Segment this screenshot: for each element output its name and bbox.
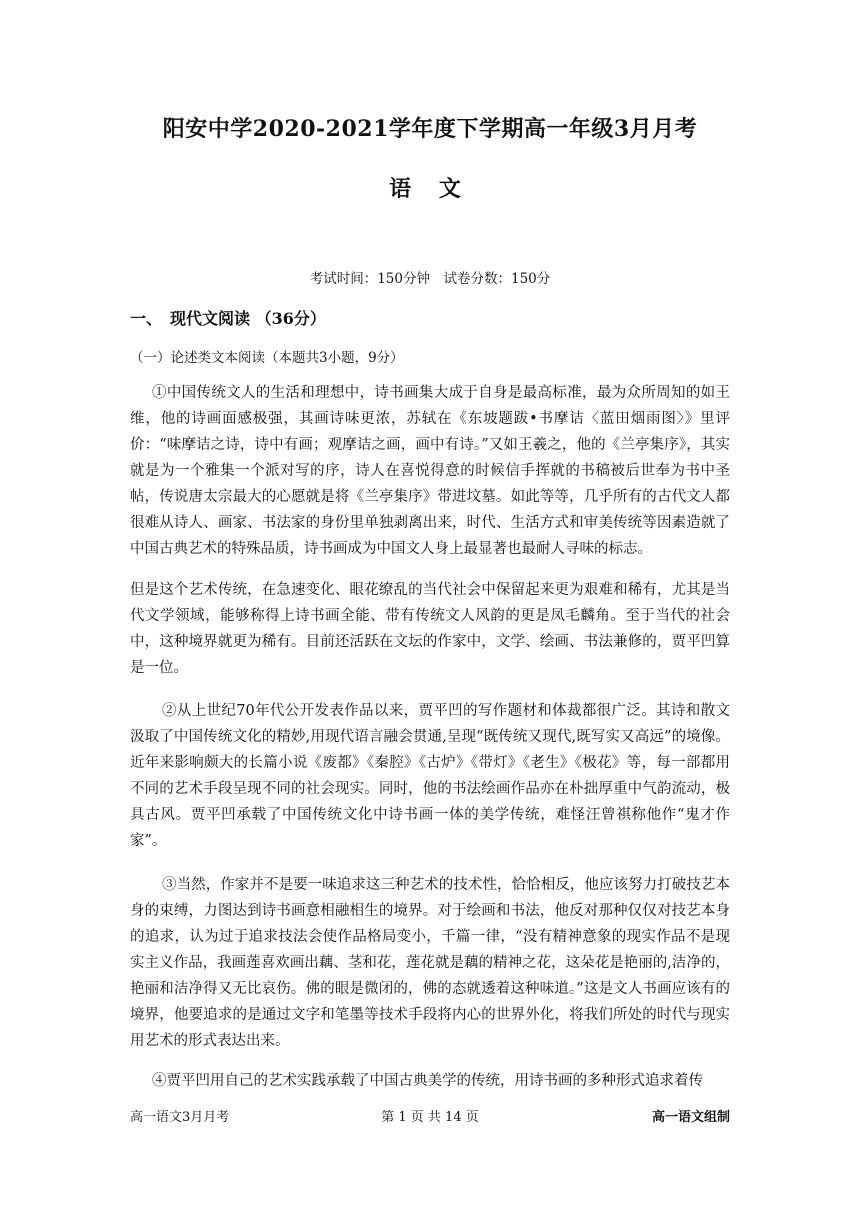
paragraph-5: ④贾平凹用自己的艺术实践承载了中国古典美学的传统，用诗书画的多种形式追求着传	[152, 1073, 703, 1089]
footer-page-number: 第 1 页 共 14 页	[381, 1110, 479, 1125]
footer-author: 高一语文组制	[651, 1110, 730, 1125]
footer-exam-name: 高一语文3月月考	[130, 1110, 230, 1125]
sub-heading: （一）论述类文本阅读（本题共3小题，9分）	[130, 350, 404, 366]
subject-title: 语 文	[389, 176, 471, 202]
exam-info: 考试时间：150分钟 试卷分数：150分	[309, 271, 551, 287]
section-heading: 一、 现代文阅读 （36分）	[130, 309, 326, 328]
exam-title: 阳安中学2020-2021学年度下学期高一年级3月月考	[162, 116, 698, 142]
paragraph-3: ②从上世纪70年代公开发表作品以来，贾平凹的写作题材和体裁都很广泛。其诗和散文汲取了中国传统文化的精妙,用现代语言融会贯通,呈现“既传统又现代,既写实又高远”的境像。近年来影响颇大的长篇小说《废都》《秦腔》《古炉》《带灯》《老生》《极花》等，每一部都用不同的艺术手段呈现不同的社会现实。同时，他的书法绘画作品亦在朴拙厚重中气韵流动，极具古风。贾平凹承载了中国传统文化中诗书画一体的美学传统，难怪汪曾祺称他作“鬼才作家”。	[130, 703, 730, 849]
paragraph-1: ①中国传统文人的生活和理想中，诗书画集大成于自身是最高标准，最为众所周知的如王维，他的诗画面感极强，其画诗味更浓，苏轼在《东坡题跋•书摩诘〈蓝田烟雨图〉》里评价：“味摩诘之诗，诗中有画；观摩诘之画，画中有诗。”又如王羲之，他的《兰亭集序》，其实就是为一个雅集一个派对写的序，诗人在喜悦得意的时候信手挥就的书稿被后世奉为书中圣帖，传说唐太宗最大的心愿就是将《兰亭集序》带进坟墓。如此等等，几乎所有的古代文人都很难从诗人、画家、书法家的身份里单独剥离出来，时代、生活方式和审美传统等因素造就了中国古典艺术的特殊品质，诗书画成为中国文人身上最显著也最耐人寻味的标志。	[130, 385, 730, 557]
paragraph-4: ③当然，作家并不是要一味追求这三种艺术的技术性，恰恰相反，他应该努力打破技艺本身的束缚，力图达到诗书画意相融相生的境界。对于绘画和书法，他反对那种仅仅对技艺本身的追求，认为过于追求技法会使作品格局变小，千篇一律，“没有精神意象的现实作品不是现实主义作品，我画莲喜欢画出藕、茎和花，莲花就是藕的精神之花，这朵花是艳丽的,洁净的，艳丽和洁净得又无比哀伤。佛的眼是微闭的，佛的态就透着这种味道。”这是文人书画应该有的境界，他要追求的是通过文字和笔墨等技术手段将内心的世界外化，将我们所处的时代与现实用艺术的形式表达出来。	[130, 877, 730, 1049]
paragraph-2: 但是这个艺术传统，在急速变化、眼花缭乱的当代社会中保留起来更为艰难和稀有，尤其是当代文学领域，能够称得上诗书画全能、带有传统文人风韵的更是凤毛麟角。至于当代的社会中，这种境界就更为稀有。目前还活跃在文坛的作家中，文学、绘画、书法兼修的，贾平凹算是一位。	[130, 582, 730, 676]
